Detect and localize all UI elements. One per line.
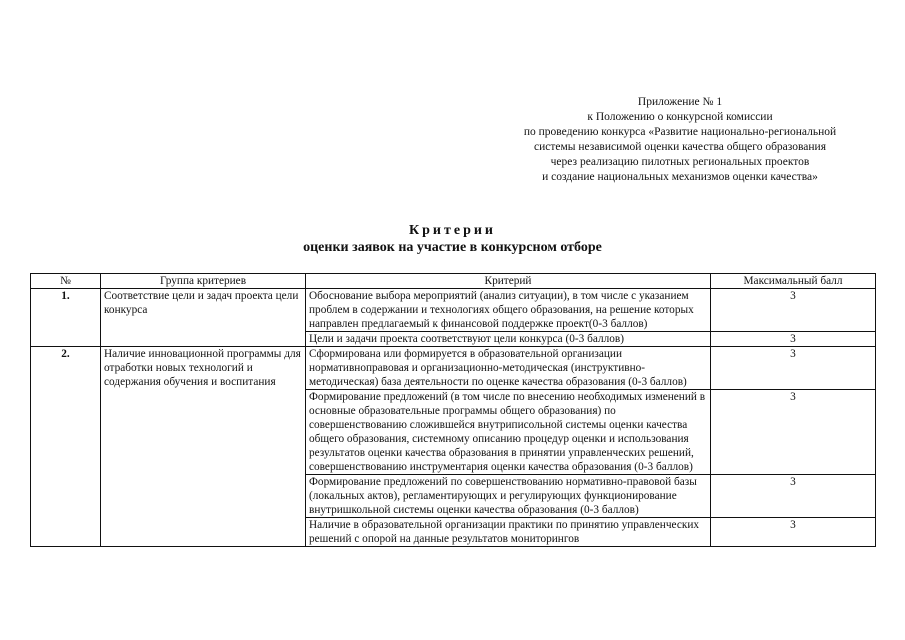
criteria-table	[30, 273, 876, 547]
annex-line: Приложение № 1	[637, 96, 723, 108]
header-max-score: Максимальный балл	[711, 274, 876, 289]
criterion-text: Формирование предложений (в том числе по внесению необходимых изменений в основные образовательные программы общего образования) по совершенствованию сложившейся внутриписольной системы оценки качества общего образования, системному описанию процедур оценки и использования результатов оценки качества образования в принятии управленческих решений, совершенствованию инструментария оценки качества образования (0-3 баллов)	[306, 390, 711, 475]
annex-line: по проведению конкурса «Развитие национально-региональной	[523, 126, 837, 138]
annex-line: через реализацию пилотных региональных проектов	[550, 156, 810, 168]
annex-line: к Положению о конкурсной комиссии	[587, 111, 773, 123]
title-line-2: оценки заявок на участие в конкурсном отборе	[303, 240, 602, 255]
table-row	[31, 289, 876, 332]
annex-line: системы независимой оценки качества общего образования	[534, 141, 826, 153]
group-name: Соответствие цели и задач проекта цели конкурса	[101, 289, 306, 347]
criterion-score: 3	[711, 475, 876, 518]
annex-line: и создание национальных механизмов оценки качества»	[542, 171, 818, 183]
criterion-text: Цели и задачи проекта соответствуют цели конкурса (0-3 баллов)	[306, 332, 711, 347]
header-num: №	[31, 274, 101, 289]
group-name: Наличие инновационной программы для отработки новых технологий и содержания обучения и воспитания	[101, 347, 306, 547]
document-title	[0, 222, 905, 256]
group-number: 2.	[31, 347, 101, 547]
table-header-row	[31, 274, 876, 289]
table-row	[31, 347, 876, 390]
group-number: 1.	[31, 289, 101, 347]
criterion-text: Обоснование выбора мероприятий (анализ ситуации), в том числе с указанием проблем в содержании и технологиях общего образования, на решение которых направлен предлагаемый к финансовой поддержке проект(0-3 баллов)	[306, 289, 711, 332]
criterion-score: 3	[711, 518, 876, 547]
header-criterion: Критерий	[306, 274, 711, 289]
annex-header	[500, 95, 860, 185]
criterion-score: 3	[711, 332, 876, 347]
criterion-text: Наличие в образовательной организации практики по принятию управленческих решений с опорой на данные результатов мониторингов	[306, 518, 711, 547]
criterion-score: 3	[711, 347, 876, 390]
criterion-text: Сформирована или формируется в образовательной организации нормативноправовая и организационно-методическая (инструктивно-методическая) база деятельности по оценке качества образования (0-3 баллов)	[306, 347, 711, 390]
criterion-text: Формирование предложений по совершенствованию нормативно-правовой базы (локальных актов), регламентирующих и регулирующих функционирование внутришкольной системы оценки качества образования (0-3 баллов)	[306, 475, 711, 518]
title-line-1: Критерии	[408, 223, 496, 238]
criterion-score: 3	[711, 289, 876, 332]
criterion-score: 3	[711, 390, 876, 475]
header-group: Группа критериев	[101, 274, 306, 289]
